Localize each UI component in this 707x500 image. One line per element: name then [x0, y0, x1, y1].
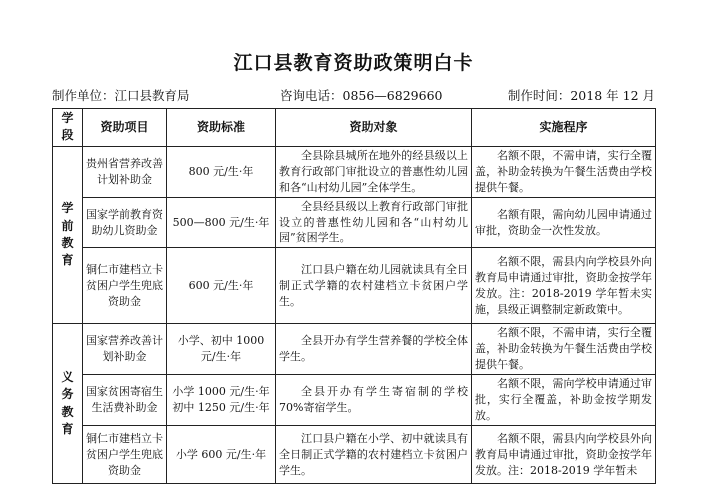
- project-cell: 铜仁市建档立卡贫困户学生兜底资助金: [83, 248, 167, 324]
- procedure-cell: 名额不限，不需申请，实行全覆盖，补助金转换为午餐生活费由学校提供午餐。: [472, 146, 656, 197]
- target-cell: 江口县户籍在小学、初中就读具有全日制正式学籍的农村建档立卡贫困户学生。: [276, 426, 472, 484]
- table-row: [53, 197, 656, 248]
- standard-cell: 小学 1000 元/生·年 初中 1250 元/生·年: [167, 375, 276, 426]
- table-header-row: [53, 109, 656, 147]
- standard-cell: 800 元/生·年: [167, 146, 276, 197]
- document-title: 江口县教育资助政策明白卡: [233, 52, 474, 74]
- project-cell: 国家营养改善计划补助金: [83, 324, 167, 375]
- stage-cell-compulsory: 义务教育: [53, 324, 83, 484]
- producer-unit: 制作单位：江口县教育局: [52, 88, 190, 103]
- procedure-cell: 名额不限，需县内向学校县外向教育局申请通过审批，资助金按学年发放。注：2018-2019 学年暂未实施，县级正调整制定新政策中。: [472, 248, 656, 324]
- table-row: [53, 248, 656, 324]
- table-row: [53, 146, 656, 197]
- procedure-cell: 名额有限，需向幼儿园申请通过审批，资助金一次性发放。: [472, 197, 656, 248]
- standard-cell: 小学 600 元/生·年: [167, 426, 276, 484]
- header-target: 资助对象: [276, 109, 472, 147]
- table-row: [53, 375, 656, 426]
- policy-table: [52, 108, 656, 484]
- header-standard: 资助标准: [167, 109, 276, 147]
- target-cell: 全县开办有学生营养餐的学校全体学生。: [276, 324, 472, 375]
- table-row: [53, 426, 656, 484]
- target-cell: 全县经县级以上教育行政部门审批设立的普惠性幼儿园和各“山村幼儿园”贫困学生。: [276, 197, 472, 248]
- target-cell: 全县开办有学生寄宿制的学校 70%寄宿学生。: [276, 375, 472, 426]
- target-cell: 全县除县城所在地外的经县级以上教育行政部门审批设立的普惠性幼儿园和各“山村幼儿园”全体学生。: [276, 146, 472, 197]
- project-cell: 国家学前教育资助幼儿资助金: [83, 197, 167, 248]
- procedure-cell: 名额不限，需向学校申请通过审批，实行全覆盖，补助金按学期发放。: [472, 375, 656, 426]
- standard-cell: 500—800 元/生·年: [167, 197, 276, 248]
- standard-cell: 600 元/生·年: [167, 248, 276, 324]
- header-project: 资助项目: [83, 109, 167, 147]
- production-date: 制作时间：2018 年 12 月: [507, 88, 655, 103]
- project-cell: 铜仁市建档立卡贫困户学生兜底资助金: [83, 426, 167, 484]
- standard-cell: 小学、初中 1000 元/生·年: [167, 324, 276, 375]
- header-procedure: 实施程序: [472, 109, 656, 147]
- consult-phone: 咨询电话：0856—6829660: [280, 88, 443, 103]
- stage-cell-preschool: 学前教育: [53, 146, 83, 324]
- project-cell: 贵州省营养改善计划补助金: [83, 146, 167, 197]
- target-cell: 江口县户籍在幼儿园就读具有全日制正式学籍的农村建档立卡贫困户学生。: [276, 248, 472, 324]
- header-stage: 学段: [53, 109, 83, 147]
- procedure-cell: 名额不限，不需申请，实行全覆盖，补助金转换为午餐生活费由学校提供午餐。: [472, 324, 656, 375]
- project-cell: 国家贫困寄宿生生活费补助金: [83, 375, 167, 426]
- document-meta: [52, 86, 655, 104]
- table-row: [53, 324, 656, 375]
- procedure-cell: 名额不限，需县内向学校县外向教育局申请通过审批，资助金按学年发放。注：2018-2019 学年暂未: [472, 426, 656, 484]
